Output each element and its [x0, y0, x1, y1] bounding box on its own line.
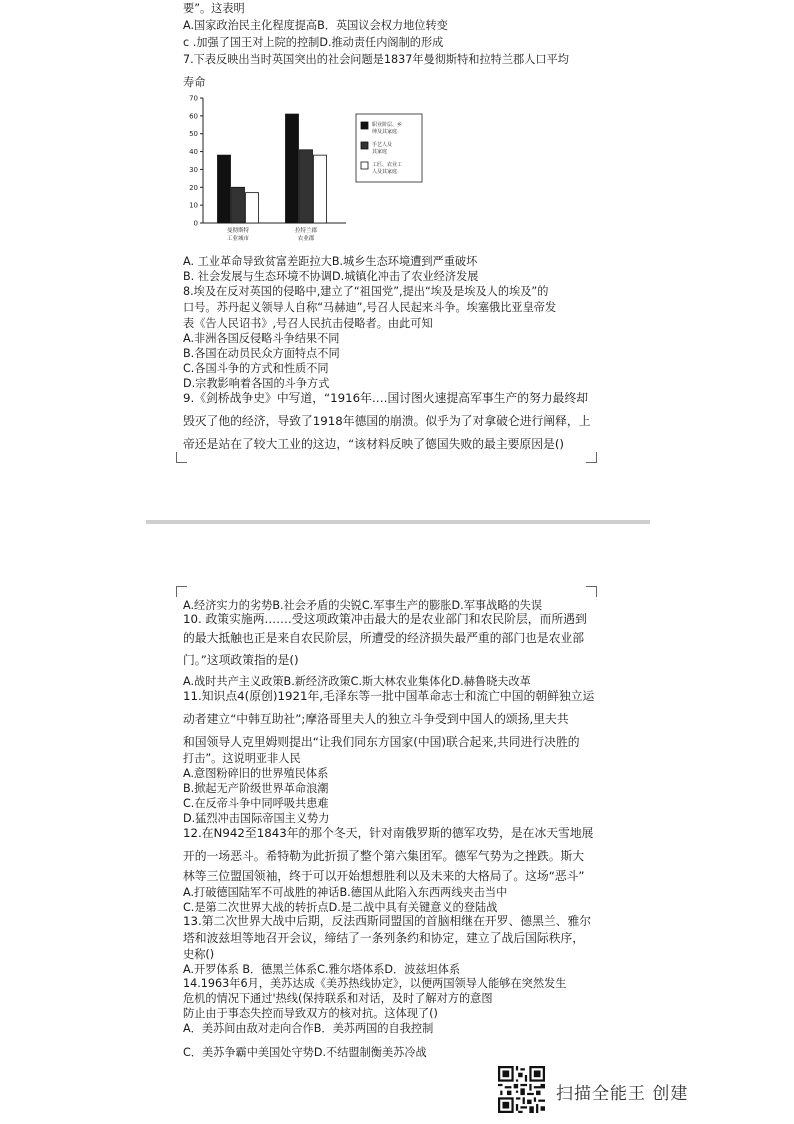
- qr-code-icon: [498, 1066, 545, 1113]
- scanner-watermark: 扫描全能王 创建: [556, 1084, 689, 1104]
- question-8: 8.埃及在反对英国的侵略中,建立了“祖国党”,提出“埃及是埃及人的埃及”的: [183, 285, 549, 298]
- x-tick-label: 工业城市: [226, 236, 250, 242]
- question-14: 14.1963年6月，美苏达成《美苏热线协定》，以便两国领导人能够在突然发生: [183, 977, 567, 990]
- option-line: C.各国斗争的方式和性质不同: [183, 362, 329, 375]
- option-line: A.意图粉碎旧的世界殖民体系: [183, 767, 329, 780]
- life-expectancy-chart: [186, 92, 426, 252]
- legend-label: 人及其家庭: [372, 169, 398, 175]
- text-line: 的最大抵触也正是来自农民阶层，所遭受的经济损失最严重的部门也是农业部: [183, 631, 585, 645]
- bar: [314, 155, 327, 223]
- bar: [232, 187, 245, 223]
- option-line: A.战时共产主义政策B.新经济政策C.斯大林农业集体化D.赫鲁晓夫改革: [183, 675, 531, 688]
- text-line: 要”。这表明: [183, 2, 245, 15]
- text-line: c .加强了国王对上院的控制D.推动责任内阁制的形成: [183, 36, 444, 49]
- legend-swatch: [361, 162, 368, 169]
- y-tick-label: 30: [189, 165, 198, 174]
- bar: [286, 114, 299, 223]
- crop-mark: [176, 586, 187, 597]
- question-7: 7.下表反映出当时英国突出的社会问题是1837年曼彻斯特和拉特兰郡人口平均: [183, 53, 569, 66]
- text-line: 危机的情况下通过'热线(保持联系和对话，及时了解对方的意图: [183, 992, 493, 1005]
- option-line: B.各国在动员民众方面特点不同: [183, 347, 340, 360]
- text-line: 史称(): [183, 948, 215, 961]
- y-tick-label: 0: [193, 219, 198, 228]
- crop-mark: [176, 452, 187, 463]
- crop-mark: [586, 452, 597, 463]
- legend-label: 职业阶层、乡: [372, 122, 403, 128]
- text-line: 塔和波兹坦等地召开会议，缔结了一条列条约和协定，建立了战后国际秩序，: [183, 931, 585, 945]
- question-13: 13.第二次世界大战中后期，反法西斯同盟国的首脑相继在开罗、德黑兰、雅尔: [183, 914, 592, 928]
- y-tick-label: 40: [189, 148, 198, 157]
- text-line: 门。”这项政策指的是(): [183, 653, 299, 667]
- question-12: 12.在N942至1843年的那个冬天，针对南俄罗斯的德军攻势，是在冰天雪地展: [183, 826, 594, 840]
- y-tick-label: 70: [189, 94, 198, 103]
- option-line: C.是第二次世界大战的转折点D.是二战中具有关键意义的登陆战: [183, 901, 498, 914]
- bar: [218, 155, 231, 223]
- option-line: A．美苏间由敌对走向合作B．美苏两国的自我控制: [183, 1022, 434, 1035]
- text-line: 林等三位盟国领袖，终于可以开始想想胜利以及未来的大格局了。这场“恶斗”: [183, 869, 585, 883]
- option-line: C．美苏争霸中美国处守势D.不结盟制衡美苏冷战: [183, 1046, 427, 1059]
- option-line: D.宗教影响着各国的斗争方式: [183, 377, 330, 390]
- y-tick-label: 10: [189, 201, 198, 210]
- option-line: B.掀起无产阶级世界革命浪潮: [183, 782, 329, 795]
- question-9: 9.《剑桥战争史》中写道，“1916年.…国讨图火速提高军事生产的努力最终却: [183, 391, 589, 405]
- bar: [246, 193, 259, 223]
- option-line: A.非洲各国反侵略斗争结果不同: [183, 332, 340, 345]
- chart-x-labels: [227, 226, 318, 242]
- question-11: 11.知识点4(原创)1921年,毛泽东等一批中国革命志士和流亡中国的朝鲜独立运: [183, 689, 595, 703]
- legend-swatch: [361, 122, 368, 129]
- page-separator: [146, 520, 650, 524]
- text-line: A.国家政治民主化程度提高B．英国议会权力地位转变: [183, 19, 448, 32]
- x-tick-label: 曼彻斯特: [226, 228, 250, 234]
- text-line: 寿命: [183, 76, 206, 89]
- y-tick-label: 50: [189, 130, 198, 139]
- x-tick-label: 拉特兰郡: [294, 228, 318, 234]
- question-10: 10. 政策实施两.……受这项政策冲击最大的是农业部门和农民阶层，而所遇到: [183, 612, 587, 626]
- option-line: A.打破德国陆军不可战胜的神话B.德国从此陷入东西两线夹击当中: [183, 886, 508, 899]
- chart-bars: [218, 114, 327, 223]
- legend-label: 手艺人及: [372, 142, 393, 148]
- text-line: 防止由于事态失控而导致双方的核对抗。这体现了(): [183, 1007, 438, 1020]
- option-line: C.在反帝斗争中同呼吸共患难: [183, 797, 329, 810]
- bar: [300, 150, 313, 223]
- crop-mark: [586, 586, 597, 597]
- y-tick-label: 20: [189, 183, 198, 192]
- legend-label: 绅及其家庭: [372, 129, 398, 135]
- text-line: 和国领导人克里姆则提出“让我们同东方国家(中国)联合起来,共同进行决胜的: [183, 735, 580, 749]
- option-line: A.开罗体系 B．德黑兰体系C.雅尔塔体系D．波兹坦体系: [183, 963, 461, 976]
- text-line: A. 工业革命导致贫富差距拉大B.城乡生态环境遭到严重破坏: [183, 255, 478, 268]
- text-line: 开的一场恶斗。希特勒为此折损了整个第六集团军。德军气势为之挫跌。斯大: [183, 849, 585, 863]
- text-line: 毁灭了他的经济，导致了1918年德国的崩溃。似乎为了对拿破仑进行阐释，上: [183, 414, 591, 428]
- option-line: A.经济实力的劣势B.社会矛盾的尖锐C.军事生产的膨胀D.军事战略的失误: [183, 599, 543, 612]
- legend-label: 工匠、农业工: [372, 162, 403, 168]
- x-tick-label: 农业郡: [297, 236, 315, 242]
- text-line: 打击”。这说明亚非人民: [183, 752, 301, 765]
- text-line: 口号。苏丹起义领导人自称“马赫迪”,号召人民起来斗争。埃塞俄比亚皇帝发: [183, 301, 557, 314]
- text-line: 帝还是站在了较大工业的这边，“该材料反映了德国失败的最主要原因是(): [183, 437, 565, 451]
- chart-legend: [356, 114, 422, 182]
- text-line: B. 社会发展与生态环境不协调D.城镇化冲击了农业经济发展: [183, 270, 479, 283]
- text-line: 表《告人民诏书》,号召人民抗击侵略者。由此可知: [183, 317, 433, 330]
- legend-swatch: [361, 142, 368, 149]
- legend-label: 其家庭: [372, 149, 388, 155]
- text-line: 动者建立“中韩互助社”;摩洛哥里夫人的独立斗争受到中国人的颂扬,里夫共: [183, 712, 569, 726]
- option-line: D.猛烈冲击国际帝国主义势力: [183, 812, 330, 825]
- y-tick-label: 60: [189, 112, 198, 121]
